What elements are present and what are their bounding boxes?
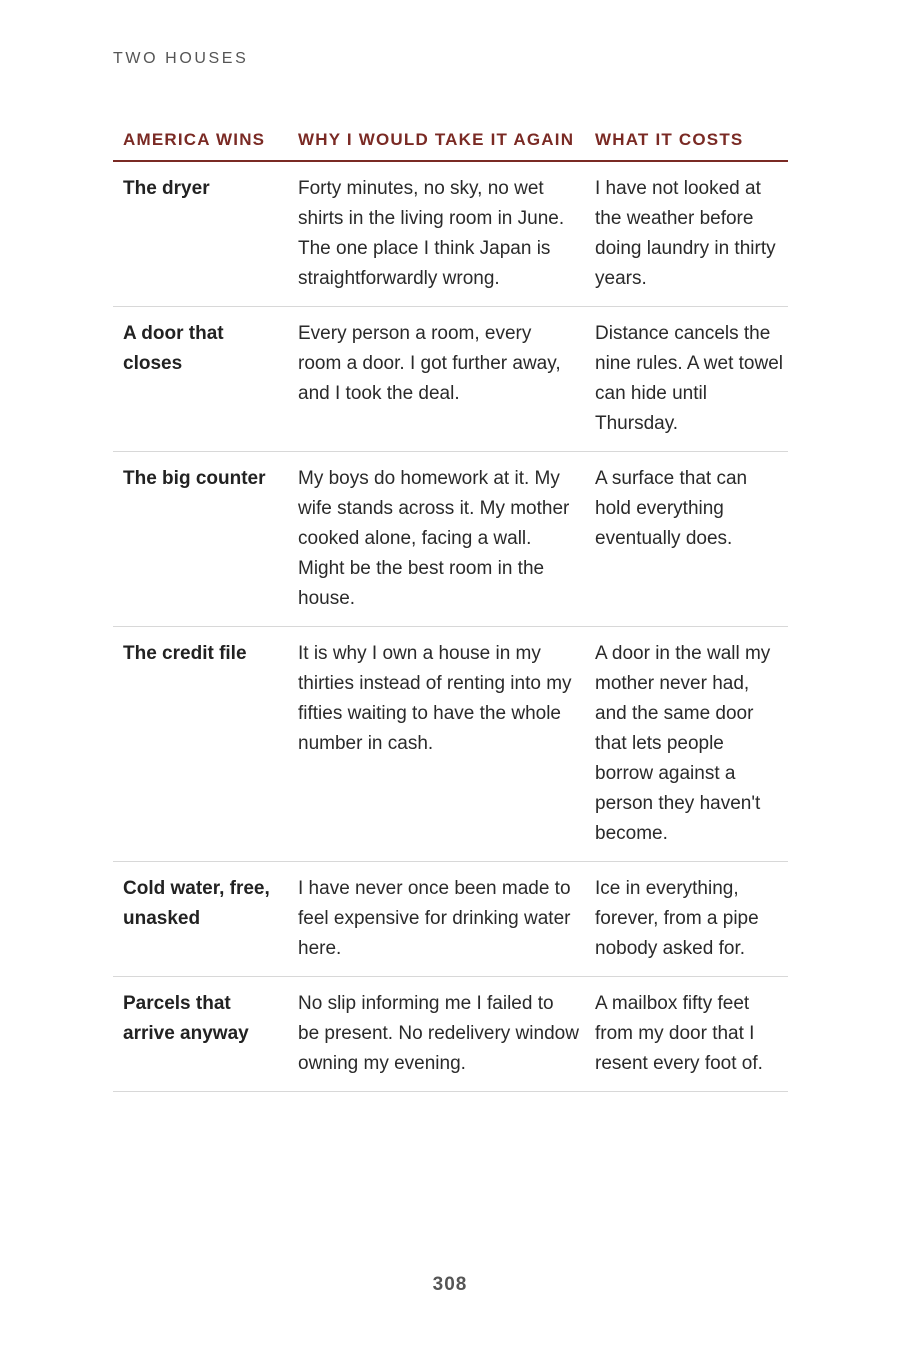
column-header-costs: WHAT IT COSTS	[585, 122, 788, 161]
table-row	[113, 977, 788, 1092]
table-row	[113, 307, 788, 452]
row-cost: A door in the wall my mother never had, and the same door that lets people borrow against a person they haven't become.	[585, 627, 788, 862]
row-item: Parcels that arrive anyway	[113, 977, 288, 1092]
row-cost: I have not looked at the weather before doing laundry in thirty years.	[585, 161, 788, 307]
row-item: A door that closes	[113, 307, 288, 452]
comparison-table-container	[113, 122, 788, 1092]
row-cost: Distance cancels the nine rules. A wet towel can hide until Thursday.	[585, 307, 788, 452]
row-why: No slip informing me I failed to be present. No redelivery window owning my evening.	[288, 977, 585, 1092]
table-row	[113, 452, 788, 627]
row-cost: Ice in everything, forever, from a pipe nobody asked for.	[585, 862, 788, 977]
table-row	[113, 161, 788, 307]
row-why: It is why I own a house in my thirties instead of renting into my fifties waiting to have the whole number in cash.	[288, 627, 585, 862]
comparison-table	[113, 122, 788, 1092]
running-head: TWO HOUSES	[113, 50, 249, 67]
column-header-why: WHY I WOULD TAKE IT AGAIN	[288, 122, 585, 161]
row-item: The dryer	[113, 161, 288, 307]
row-why: Every person a room, every room a door. I got further away, and I took the deal.	[288, 307, 585, 452]
row-why: My boys do homework at it. My wife stands across it. My mother cooked alone, facing a wall. Might be the best room in the house.	[288, 452, 585, 627]
table-header-row	[113, 122, 788, 161]
row-item: The credit file	[113, 627, 288, 862]
column-header-america-wins: AMERICA WINS	[113, 122, 288, 161]
page-number: 308	[432, 1274, 468, 1295]
table-row	[113, 862, 788, 977]
table-row	[113, 627, 788, 862]
row-why: I have never once been made to feel expensive for drinking water here.	[288, 862, 585, 977]
row-item: The big counter	[113, 452, 288, 627]
row-cost: A surface that can hold everything eventually does.	[585, 452, 788, 627]
row-item: Cold water, free, unasked	[113, 862, 288, 977]
row-why: Forty minutes, no sky, no wet shirts in the living room in June. The one place I think Japan is straightforwardly wrong.	[288, 161, 585, 307]
row-cost: A mailbox fifty feet from my door that I resent every foot of.	[585, 977, 788, 1092]
